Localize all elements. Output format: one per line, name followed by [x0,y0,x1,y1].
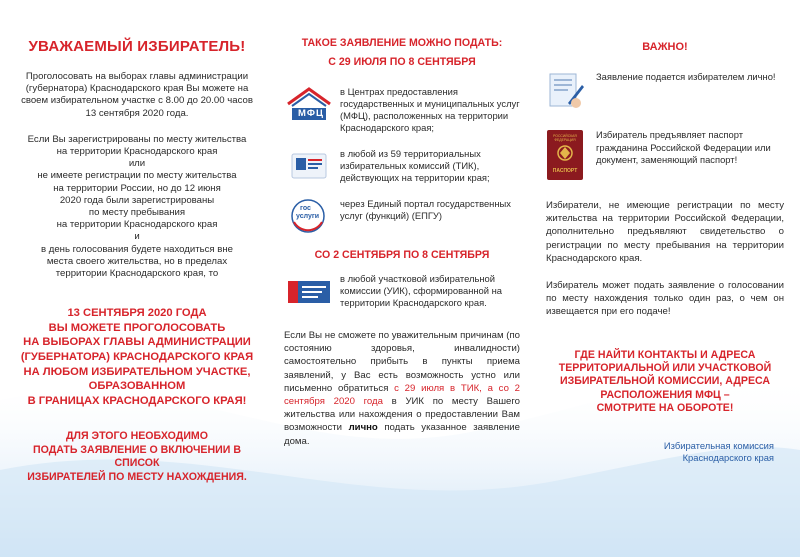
mfc-logo-text: МФЦ [298,108,324,119]
gosuslugi-logo-text-bottom: услуги [296,213,320,220]
option-uik [284,273,520,309]
home-voting-emphasis: лично [348,422,378,434]
conditions-line: или [128,158,146,170]
option-mfc-text: в Центрах предоставления государственных и муниципальных услуг (МФЦ), расположенных на территории Краснодарского края; [340,86,520,133]
conditions-line: на территории Краснодарского края [56,219,218,231]
contacts-line: ИЗБИРАТЕЛЬНОЙ КОМИССИИ, АДРЕСА [559,375,771,388]
important-item-passport [546,129,784,181]
important-personal-text: Заявление подается избирателем лично! [596,71,776,82]
home-voting-text-c: подать указанное заявление дома. [284,422,520,447]
announcement-line: НА ВЫБОРАХ ГЛАВЫ АДМИНИСТРАЦИИ [23,336,251,349]
passport-label: ПАСПОРТ [552,168,578,174]
contacts-line: ГДЕ НАЙТИ КОНТАКТЫ И АДРЕСА [574,348,756,361]
option-tik [284,148,520,184]
important-passport-text: Избиратель предъявляет паспорт гражданина Российской Федерации или документ, заменяющий паспорт! [596,129,771,166]
conditions-line: по месту пребывания [88,207,186,219]
home-voting-paragraph [284,329,520,448]
contacts-line: ТЕРРИТОРИАЛЬНОЙ ИЛИ УЧАСТКОВОЙ [558,362,772,375]
important-heading: ВАЖНО! [642,41,688,53]
passport-top-text: РОССИЙСКАЯ ФЕДЕРАЦИЯ [553,134,577,142]
conditions-line: на территории Краснодарского края [56,146,218,158]
registration-paragraph: Избиратели, не имеющие регистрации по месту жительства на территории Российской Федерации, дополнительно предъявляют свидетельство о регистрации по месту пребывания на территории Краснодарского края. [546,200,784,264]
main-title: УВАЖАЕМЫЙ ИЗБИРАТЕЛЬ! [28,38,246,55]
tik-logo-icon [284,148,334,184]
announcement-line: В ГРАНИЦАХ КРАСНОДАРСКОГО КРАЯ! [27,394,247,407]
red-announcement [18,306,256,408]
period-heading-1: С 29 ИЮЛЯ ПО 8 СЕНТЯБРЯ [328,56,476,68]
instruction-line: ДЛЯ ЭТОГО НЕОБХОДИМО [66,430,208,443]
contacts-line: РАСПОЛОЖЕНИЯ МФЦ – [600,388,730,401]
conditions-line: и [134,231,140,243]
announcement-line: ОБРАЗОВАННОМ [88,380,186,393]
important-item-personal [546,71,784,117]
contacts-line: СМОТРИТЕ НА ОБОРОТЕ! [596,402,734,415]
announcement-line: ВЫ МОЖЕТЕ ПРОГОЛОСОВАТЬ [48,321,226,334]
commission-signature [546,440,784,465]
conditions-line: места своего жительства, но в пределах [46,255,228,267]
mfc-logo-icon [284,86,334,122]
option-gosuslugi-text: через Единый портал государственных услуг (функций) (ЕПГУ) [340,198,511,221]
conditions-line: в день голосования будете находиться вне [40,243,234,255]
passport-icon [546,129,586,181]
option-uik-text: в любой участковой избирательной комиссии (УИК), сформированной на территории Краснодарского края. [340,273,502,308]
uik-logo-icon [284,273,334,309]
document-pen-icon [546,71,586,117]
conditions-line: не имеете регистрации по месту жительства [37,170,237,182]
announcement-line: НА ЛЮБОМ ИЗБИРАТЕЛЬНОМ УЧАСТКЕ, [23,365,251,378]
conditions-line: 2020 года были зарегистрированы [59,194,215,206]
home-voting-text-a: Если Вы не сможете по уважительным причинам (по состоянию здоровья, инвалидности) самостоятельно прибыть в пункты приема заявлений, у Вас есть возможность устно или письменно обратиться [284,330,520,394]
contacts-red-note [546,349,784,416]
column-important [530,0,800,557]
gosuslugi-logo-icon [284,198,334,234]
one-time-paragraph: Избиратель может подать заявление о голосовании по месту нахождения только один раз, о чем он извещается при его подаче! [546,280,784,318]
conditions-line: на территории России, но до 12 июня [53,182,221,194]
announcement-line: 13 СЕНТЯБРЯ 2020 ГОДА [67,307,207,320]
option-mfc [284,86,520,134]
signature-line: Избирательная комиссия [663,439,774,451]
announcement-line: (ГУБЕРНАТОРА) КРАСНОДАРСКОГО КРАЯ [20,351,254,364]
home-voting-text-b: в УИК по месту Вашего жительства или нахождения о предоставлении Вам возможности [284,396,520,434]
intro-paragraph: Проголосовать на выборах главы администрации (губернатора) Краснодарского края Вы можете на своем избирательном участке с 8.00 до 20.00 часов 13 сентября 2020 года. [21,71,253,119]
conditions-line: Если Вы зарегистрированы по месту жительства [27,133,247,145]
conditions-paragraph [18,134,256,280]
instruction-line: ПОДАТЬ ЗАЯВЛЕНИЕ О ВКЛЮЧЕНИИ В СПИСОК [33,443,241,470]
conditions-line: территории Краснодарского края, то [55,268,219,280]
home-voting-dates: с 29 июля в ТИК, а со 2 сентября 2020 года [284,382,520,408]
signature-line: Краснодарского края [682,452,774,464]
option-tik-text: в любой из 59 территориальных избирательных комиссий (ТИК), действующих на территории края; [340,148,490,183]
column-where-to-apply [270,0,530,557]
period-heading-2: СО 2 СЕНТЯБРЯ ПО 8 СЕНТЯБРЯ [314,249,490,261]
option-gosuslugi [284,198,520,234]
where-heading: ТАКОЕ ЗАЯВЛЕНИЕ МОЖНО ПОДАТЬ: [301,37,503,49]
column-voter-intro [0,0,270,557]
instruction-line: ИЗБИРАТЕЛЕЙ ПО МЕСТУ НАХОЖДЕНИЯ. [27,470,247,483]
gosuslugi-logo-text-top: гос [300,205,311,212]
red-instruction [18,430,256,484]
